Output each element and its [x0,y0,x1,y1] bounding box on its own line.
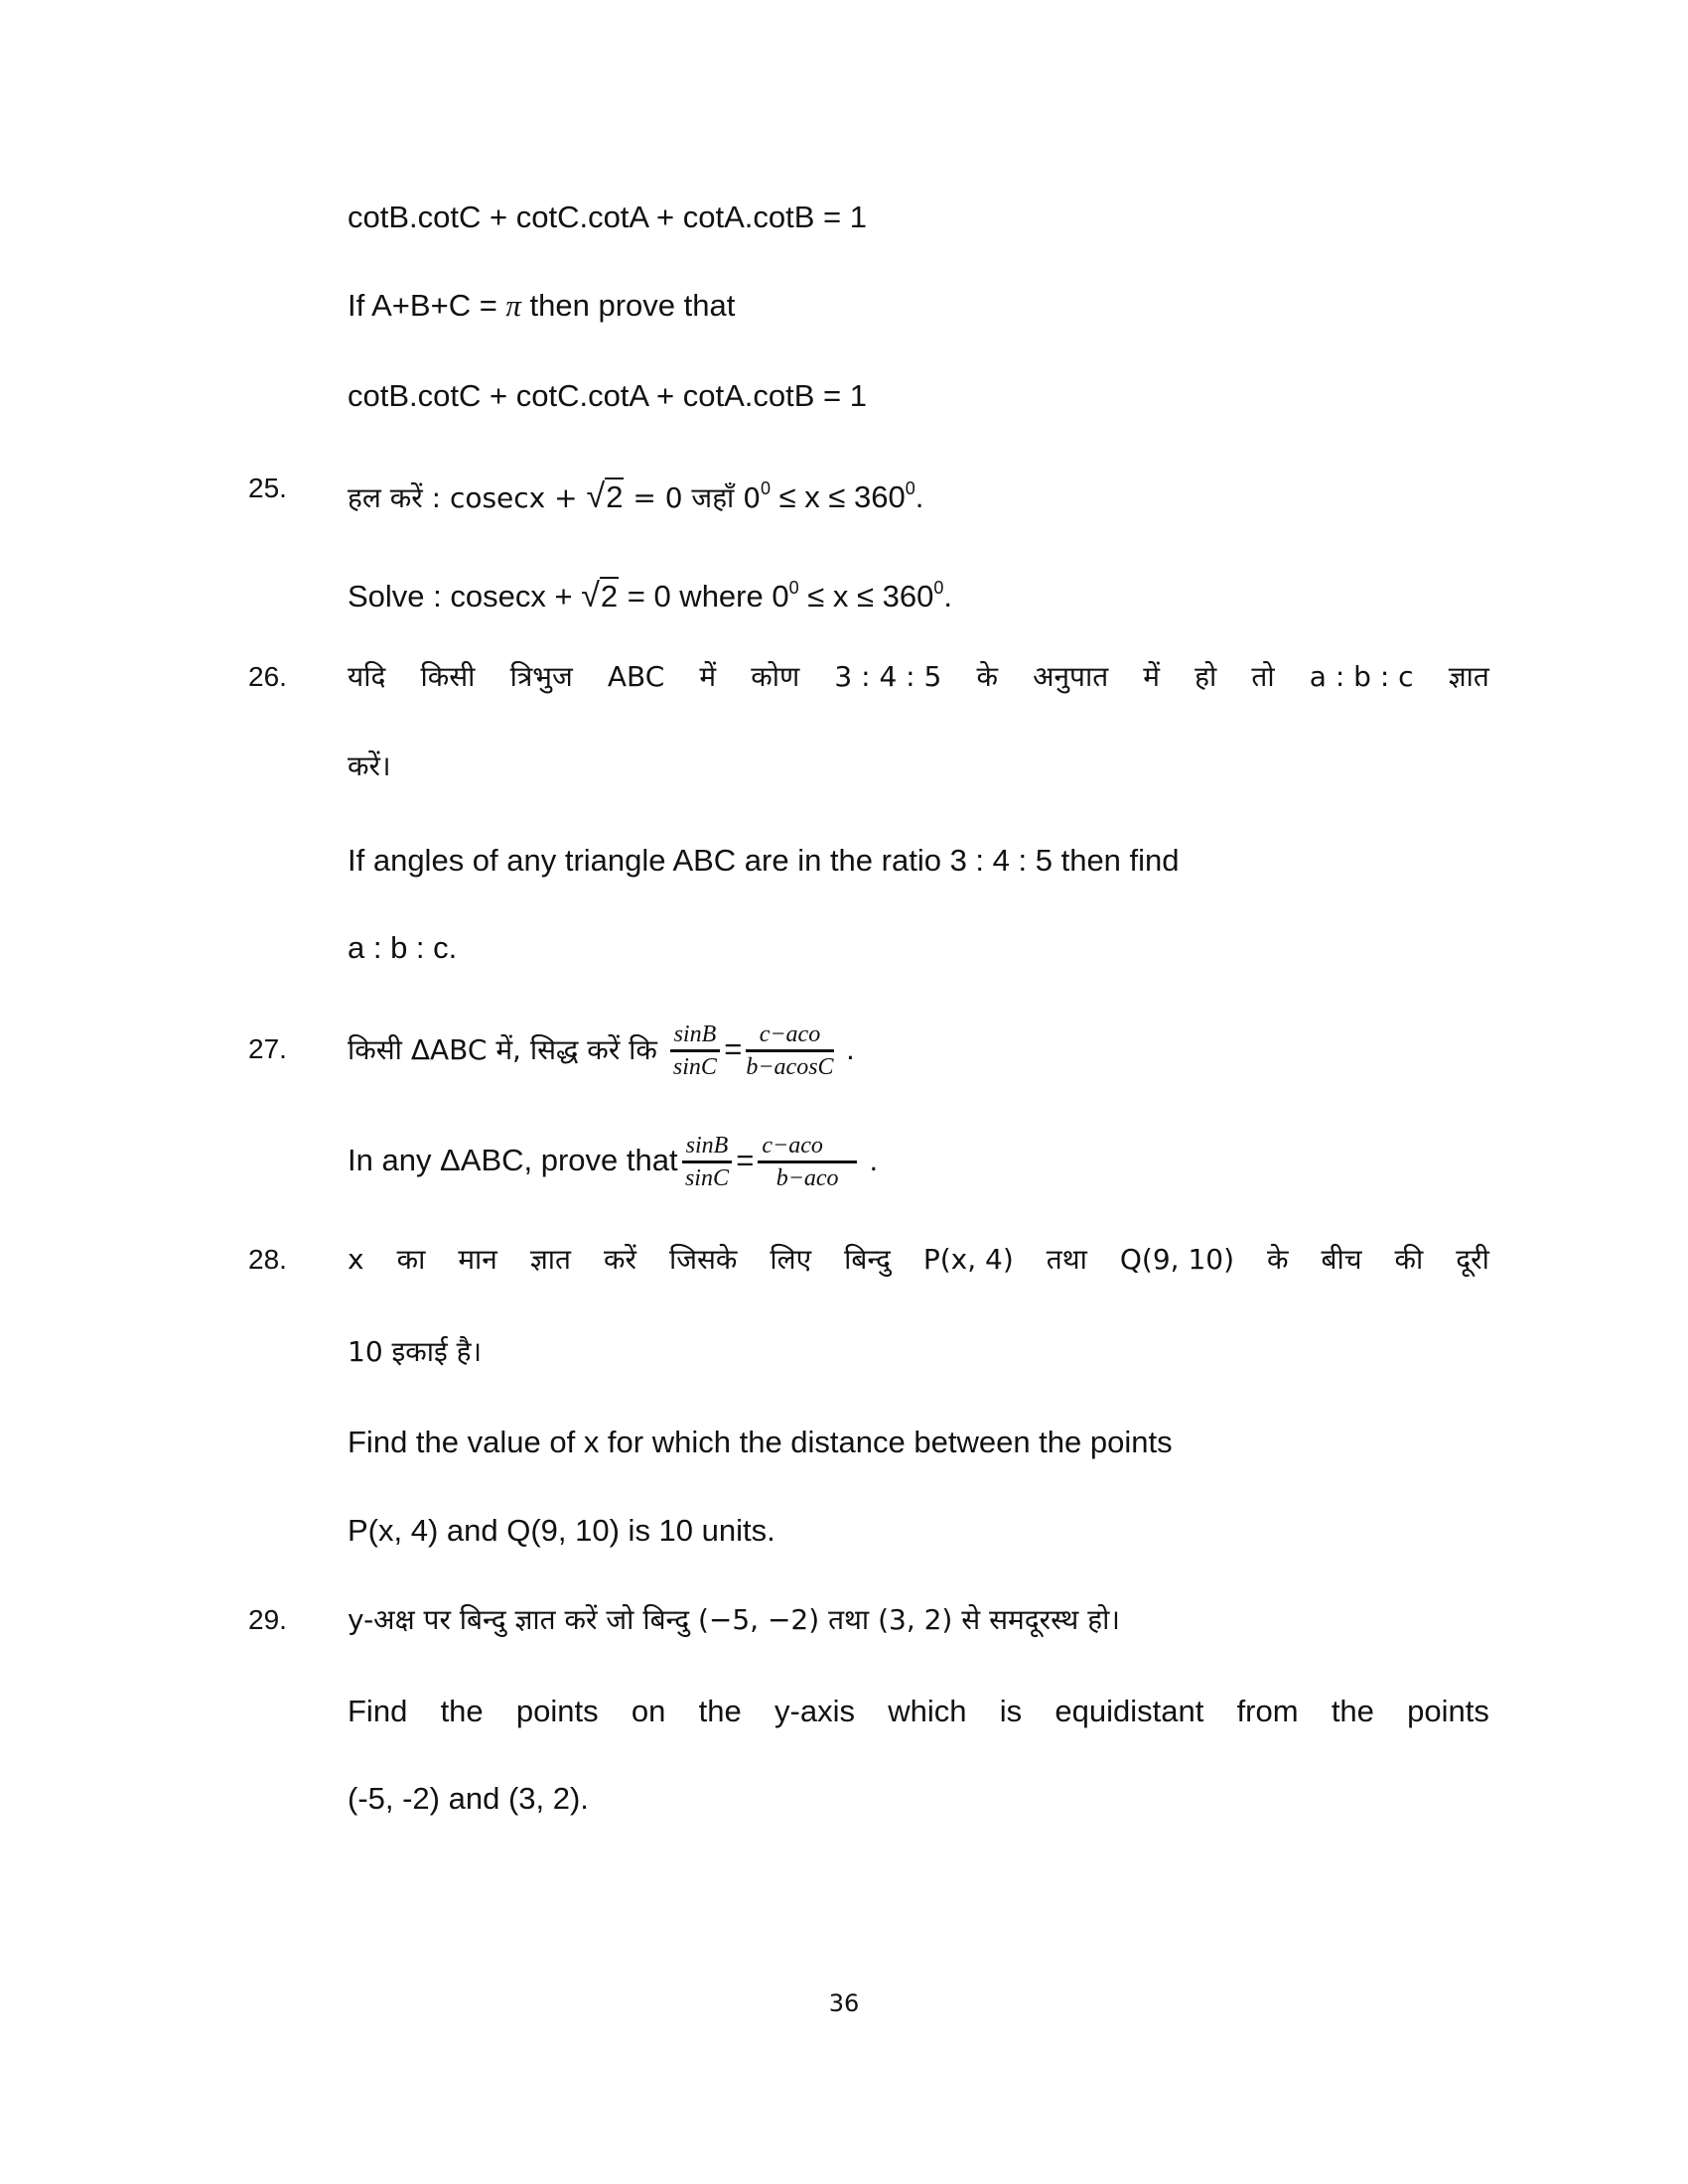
q28-hindi-line2: 10 इकाई है। [348,1335,483,1368]
q29-hindi-line1: y-अक्ष पर बिन्दु ज्ञात करें जो बिन्दु (−5, −2) तथा (3, 2) से समदूरस्थ हो। [348,1603,1120,1636]
question-number-29: 29. [248,1604,287,1635]
degree-superscript: 0 [933,578,944,598]
fraction-sinB-sinC: $\frac{\sin B}{\sin C}$ [682,1133,733,1191]
q28-english-line1: Find the value of x for which the distance between the points [348,1425,1173,1459]
q25-hi-pre: हल करें : cosecx + [348,481,587,514]
q25-hindi: हल करें : cosecx + √2 = 0 जहाँ $0^0 \le x \le 360^0$. [348,478,924,515]
pi-symbol: π [505,288,521,323]
q24-text-post: then prove that [520,288,736,323]
q24-identity-english: cotB.cotC + cotC.cotA + cotA.cotB = 1 [348,378,867,413]
q29-english-line2: (-5, -2) and (3, 2). [348,1781,589,1816]
q28-english-line2: P(x, 4) and Q(9, 10) is 10 units. [348,1513,775,1548]
fraction-rhs: $\frac{\text{c−aco}}{\text{b−aco}}$ [758,1133,857,1191]
q29-english-line1: Find the points on the y-axis which is equidistant from the points [348,1694,1489,1728]
fraction-sinB-sinC: $\frac{\sin B}{\sin C}$ [670,1022,721,1080]
question-number-27: 27. [248,1033,287,1064]
question-number-26: 26. [248,661,287,692]
question-number-25: 25. [248,473,287,503]
q26-hindi-line2: करें। [348,750,391,782]
degree-superscript: 0 [788,578,799,598]
q28-hindi-line1: x का मान ज्ञात करें जिसके लिए बिन्दु P(x, 4) तथा Q(9, 10) के बीच की दूरी [348,1243,1489,1276]
q24-english-statement [348,286,735,326]
q27-hindi: किसी ΔABC में, सिद्ध करें कि $\frac{\sin B}{\sin C}$ = $\frac{\text{c−aco}}{b-acosC}$ . [348,1022,855,1081]
page-number: 36 [828,1989,860,2017]
question-number-28: 28. [248,1244,287,1275]
q27-english: In any ΔABC, prove that $\frac{\sin B}{\sin C}$ = $\frac{\text{c−aco}}{\text{b−aco}}$ . [348,1133,879,1192]
q26-hindi-line1: यदि किसी त्रिभुज ABC में कोण 3 : 4 : 5 के अनुपात में हो तो a : b : c ज्ञात [348,660,1489,693]
q24-identity-hindi-cont: cotB.cotC + cotC.cotA + cotA.cotB = 1 [348,200,867,234]
sqrt-expression: √2 [581,577,619,614]
sqrt-expression: √2 [586,478,624,515]
degree-superscript: 0 [905,478,915,498]
fraction-rhs: $\frac{\text{c−aco}}{b-acosC}$ [746,1022,834,1081]
q24-text-pre: If A+B+C = [348,288,506,323]
q26-english-line2: a : b : c. [348,930,458,965]
q25-english: Solve : cosecx + √2 = 0 where $0^0 \le x \le 360^0$. [348,577,952,614]
degree-superscript: 0 [761,478,772,498]
q26-english-line1: If angles of any triangle ABC are in the ratio 3 : 4 : 5 then find [348,843,1180,878]
sqrt-icon: √ [586,478,606,515]
sqrt-icon: √ [581,577,600,614]
